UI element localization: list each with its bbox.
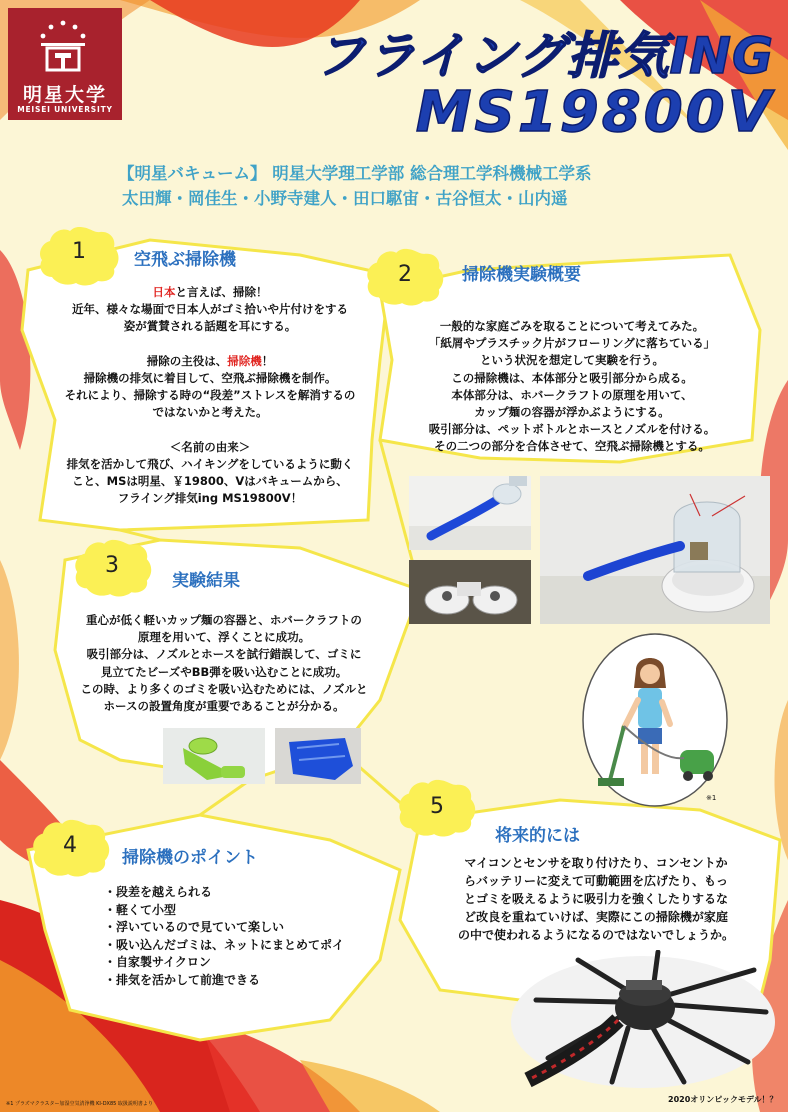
section-2-number: 2 [398, 262, 412, 287]
list-item: ・段差を越えられる [104, 885, 213, 899]
section-1-line-1: 日本と言えば、掃除！ [152, 285, 268, 299]
list-item: ・吸い込んだゴミは、ネットにまとめてポイ [104, 937, 345, 952]
note-mark: ※1 [706, 794, 717, 802]
section-4-number: 4 [63, 833, 77, 858]
section-1-line-13: フライング排気ing MS19800V！ [117, 491, 303, 506]
section-5-heading: 将来的には [495, 826, 580, 846]
university-logo [8, 8, 122, 120]
section-4-list [104, 884, 344, 989]
section-1-line-10: ＜名前の由来＞ [169, 439, 251, 454]
poster-title-line2: MS19800V [415, 80, 774, 145]
photo-hovercraft-base [409, 560, 531, 624]
logo-name-jp: 明星大学 [22, 84, 107, 106]
section-5-body: マイコンとセンサを取り付けたり、コンセントか らバッテリーに変えて可動範囲を広げたり、もっ とゴミを吸えるように吸引力を強くしたりするな ど改良を重ねていけば、実際にこの掃除機が家庭 の中で使われるようになるのではないでしょうか。 [457, 856, 734, 942]
photo-nozzle-bottle [409, 476, 531, 550]
logo-name-en: MEISEI UNIVERSITY [17, 105, 113, 114]
section-1-line-11: 排気を活かして飛び、ハイキングをしているように動く [66, 457, 354, 472]
team-affiliation: 【明星バキューム】 明星大学理工学部 総合理工学科機械工学系 [118, 164, 592, 183]
section-5-number: 5 [430, 794, 444, 819]
section-3-body: 重心が低く軽いカップ麺の容器と、ホバークラフトの 原理を用いて、浮くことに成功。 吸引部分は、ノズルとホースを試行錯誤して、ゴミに 見立てたビーズやBB弾を吸い込むことに成功。 この時、より多くのゴミを吸い込むためには、ノズルと ホースの設置角度が重要であることが分かる。 [80, 613, 368, 714]
list-item: ・浮いているので見ていて楽しい [104, 920, 285, 934]
footnote: ※1 プラズマクラスター加湿空気清浄機 KI-DX85 取扱説明書より [6, 1101, 153, 1107]
olympic-caption: 2020オリンピックモデル！？ [668, 1095, 778, 1104]
section-1-line-5: 掃除の主役は、掃除機！ [146, 353, 274, 368]
section-1-line-12: こと、MSは明星、￥19800、Vはバキュームから、 [72, 474, 348, 489]
section-1-line-7: それにより、掃除する時の“段差”ストレスを解消するの [64, 388, 356, 403]
member-names: 太田輝・岡佳生・小野寺建人・田口駆宙・古谷恒太・山内遥 [122, 189, 568, 208]
section-1-line-3: 姿が賞賛される話題を耳にする。 [123, 319, 297, 334]
photo-green-nozzle [163, 728, 265, 784]
section-1-heading: 空飛ぶ掃除機 [134, 250, 236, 270]
section-2-body: 一般的な家庭ごみを取ることについて考えてみた。 「紙屑やプラスチック片がフローリングに落ちている」 という状況を想定して実験を行う。 この掃除機は、本体部分と吸引部分から成る。 本体部分は、ホバークラフトの原理を用いて、 カップ麺の容器が浮かぶようにする。 吸引部分は、ペットボトルとホースとノズルを付ける。 その二つの部分を合体させて、空飛ぶ掃除機とする。 [428, 319, 716, 454]
university-emblem-icon [35, 18, 91, 74]
photo-olympic-model [508, 950, 778, 1090]
section-4-heading: 掃除機のポイント [122, 848, 258, 868]
list-item: ・軽くて小型 [104, 902, 177, 917]
section-1-body [30, 284, 390, 508]
section-1-line-2: 近年、様々な場面で日本人がゴミ拾いや片付けをする [72, 302, 348, 317]
highlight-japan: 日本 [152, 285, 176, 299]
section-1-line-8: ではないかと考えた。 [152, 405, 268, 420]
photo-blue-bottle [275, 728, 361, 784]
list-item: ・排気を活かして前進できる [104, 972, 261, 987]
section-1-number: 1 [72, 239, 86, 264]
woman-vacuuming-illustration [580, 630, 730, 810]
section-3-heading: 実験結果 [172, 571, 240, 591]
poster-title-line1: フライング排気ING [315, 27, 774, 85]
list-item: ・自家製サイクロン [104, 955, 211, 969]
highlight-vacuum: 掃除機 [227, 353, 262, 368]
section-1-line-6: 掃除機の排気に着目して、空飛ぶ掃除機を制作。 [83, 371, 337, 386]
section-3-number: 3 [105, 553, 119, 578]
section-2-heading: 掃除機実験概要 [462, 265, 581, 285]
photo-assembled-vacuum [540, 476, 770, 624]
